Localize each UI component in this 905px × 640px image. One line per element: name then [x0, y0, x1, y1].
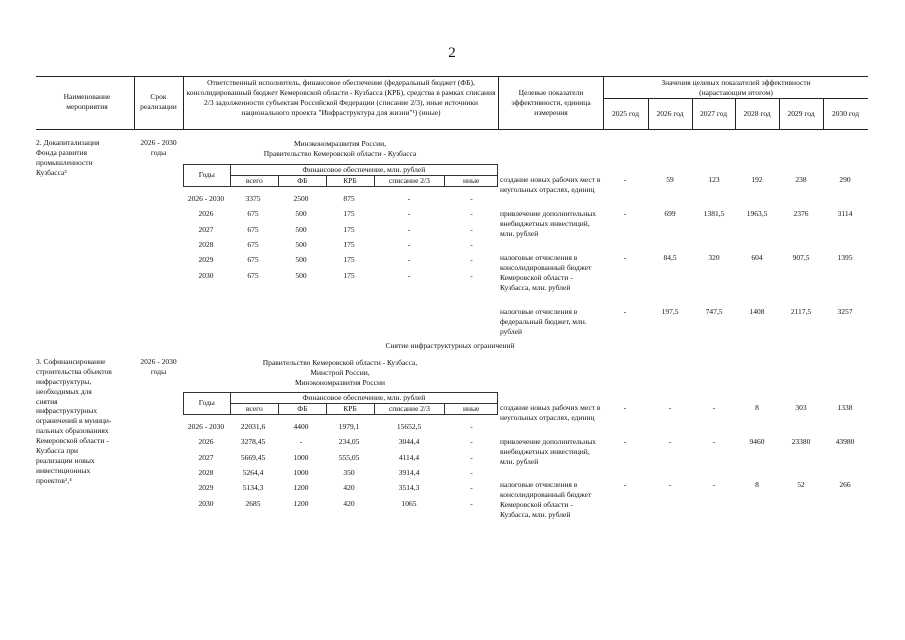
indicator-value: -	[668, 480, 672, 489]
indicator-name: создание новых рабочих мест в неугольных отраслях, единиц	[500, 175, 601, 194]
indicator-value: 23380	[791, 437, 811, 446]
fin-col-header: списание 2/3	[374, 403, 445, 414]
fin-col-header: всего	[230, 403, 278, 414]
indicator-value: 1408	[749, 307, 765, 316]
fin-cell: 350	[343, 467, 355, 477]
section2-name: 3. Софинансирование строительства объектов инфраструктуры, необходимых для снятия инфраструктурных ограничений в муници-пальных образованиях Кемеровской области - Кузбасса при реализации новых инвестиционных проектов¹,⁴	[36, 357, 112, 485]
indicator-name: создание новых рабочих мест в неугольных отраслях, единиц	[500, 403, 601, 422]
indicator-value: 907,5	[792, 253, 810, 262]
fin-cell: 2030	[198, 270, 214, 280]
fin-cell: -	[407, 255, 411, 265]
indicator-value: 604	[751, 253, 763, 262]
indicator-value: 123	[708, 175, 720, 184]
section2-period: 2026 - 2030 годы	[140, 357, 177, 376]
year-header-5: 2030 год	[831, 109, 860, 118]
indicator-value: 52	[797, 480, 805, 489]
fin-cell: -	[470, 239, 473, 249]
fin-cell: 500	[295, 239, 307, 249]
indicator-value: -	[668, 437, 672, 446]
fin-cell: 2026	[198, 209, 214, 219]
section-title: Снятие инфраструктурных ограничений	[385, 341, 515, 350]
fin-cell: -	[407, 209, 411, 219]
indicator-value: 238	[795, 175, 807, 184]
fin-cell: 2029	[198, 255, 214, 265]
fin-cell: 1065	[401, 498, 417, 508]
fin-cell: 555,05	[338, 452, 360, 462]
fin-col-header: иные	[445, 175, 498, 186]
indicator-value: 43980	[835, 437, 855, 446]
year-header-3: 2028 год	[743, 109, 771, 118]
indicator-value: 8	[755, 403, 759, 412]
fin-cell: -	[470, 452, 473, 462]
fin-cell: 5134,3	[242, 483, 264, 493]
fin-col-header: ФБ	[279, 403, 326, 414]
indicator-value: 1395	[837, 253, 853, 262]
fin-cell: -	[407, 239, 411, 249]
fin-cell: 500	[295, 209, 307, 219]
fin-cell: 5264,4	[242, 467, 264, 477]
fin-cell: 1979,1	[338, 422, 360, 431]
page-number: 2	[448, 45, 456, 61]
fin-cell: 1200	[293, 483, 309, 493]
fin-cell: 234,05	[338, 437, 360, 447]
indicator-value: 1381,5	[703, 209, 725, 218]
indicator-value: 84,5	[663, 253, 677, 262]
indicator-value: 192	[751, 175, 763, 184]
section1-fin-table	[183, 164, 498, 187]
indicator-value: 290	[839, 175, 851, 184]
indicator-name: налоговые отчисления в консолидированный бюджет Кемеровской области - Кузбасса, млн. рублей	[500, 253, 592, 292]
fin-cell: 175	[343, 224, 355, 234]
section1-period: 2026 - 2030 годы	[140, 138, 177, 157]
fin-cell: 2027	[198, 224, 214, 234]
fin-cell: 3514,3	[398, 483, 420, 493]
fin-cell: 1000	[293, 452, 309, 462]
fin-cell: -	[470, 422, 473, 431]
header-measure-name: Наименование мероприятия	[63, 92, 111, 111]
header-bottom-rule	[36, 129, 868, 130]
fin-col-header: иные	[445, 403, 498, 414]
fin-col-header: всего	[230, 175, 278, 186]
section1-name: 2. Докапитализация Фонда развития промышленности Кузбасса³	[36, 138, 100, 177]
fin-title-header: Финансовое обеспечение, млн. рублей	[230, 393, 497, 404]
fin-cell: 1200	[293, 498, 309, 508]
fin-cell: 675	[247, 270, 259, 280]
fin-col-header: КРБ	[326, 403, 374, 414]
fin-cell: -	[299, 437, 303, 447]
fin-cell: -	[470, 255, 473, 265]
fin-cell: 675	[247, 239, 259, 249]
indicator-value: -	[623, 209, 627, 218]
fin-cell: -	[470, 209, 473, 219]
year-header-1: 2026 год	[656, 109, 684, 118]
fin-cell: 2028	[198, 467, 214, 477]
indicator-value: 9460	[749, 437, 765, 446]
year-header-0: 2025 год	[611, 109, 640, 118]
fin-cell: 2027	[198, 452, 214, 462]
fin-cell: 675	[247, 255, 259, 265]
fin-col-header: КРБ	[326, 175, 374, 186]
fin-cell: 675	[247, 224, 259, 234]
indicator-value: 3114	[837, 209, 853, 218]
indicator-value: 8	[755, 480, 759, 489]
fin-cell: 875	[343, 194, 355, 203]
fin-cell: 4114,4	[398, 452, 420, 462]
fin-cell: -	[470, 437, 473, 447]
header-period: Срок реализации	[140, 92, 177, 111]
fin-cell: -	[470, 224, 473, 234]
fin-cell: -	[407, 270, 411, 280]
indicator-value: -	[623, 403, 627, 412]
fin-cell: 500	[295, 270, 307, 280]
section2-fin-table	[183, 392, 498, 415]
fin-cell: 2026	[198, 437, 214, 447]
indicator-value: 320	[708, 253, 720, 262]
indicator-value: -	[623, 253, 627, 262]
fin-cell: 4400	[293, 422, 309, 431]
fin-cell: 500	[295, 224, 307, 234]
indicator-value: -	[668, 403, 672, 412]
fin-cell: -	[470, 498, 473, 508]
fin-cell: -	[470, 467, 473, 477]
indicator-value: 1338	[837, 403, 853, 412]
fin-cell: 2029	[198, 483, 214, 493]
fin-cell: -	[470, 483, 473, 493]
fin-title-header: Финансовое обеспечение, млн. рублей	[230, 165, 497, 176]
fin-cell: -	[407, 224, 411, 234]
fin-cell: -	[470, 270, 473, 280]
indicator-name: налоговые отчисления в консолидированный бюджет Кемеровской области - Кузбасса, млн. рублей	[500, 480, 592, 519]
fin-cell: 2026 - 2030	[187, 422, 225, 431]
indicator-value: -	[712, 437, 716, 446]
fin-cell: -	[407, 194, 411, 203]
indicator-value: 59	[666, 175, 674, 184]
fin-cell: -	[470, 194, 473, 203]
fin-cell: 15652,5	[396, 422, 422, 431]
indicator-value: -	[623, 437, 627, 446]
section1-executor: Минэкономразвития России, Правительство Кемеровской области - Кузбасса	[263, 139, 417, 158]
fin-cell: 500	[295, 255, 307, 265]
indicator-name: привлечение дополнительных внебюджетных инвестиций, млн. рублей	[500, 437, 597, 466]
indicator-value: -	[623, 307, 627, 316]
fin-cell: 5669,45	[240, 452, 266, 462]
fin-years-header: Годы	[184, 393, 231, 415]
fin-cell: 2500	[293, 194, 309, 203]
header-executor: Ответственный исполнитель, финансовое обеспечение (федеральный бюджет (ФБ), консолидированный бюджет Кемеровской области - Кузбасса (КРБ), средства в рамках списания 2/3 задолженности субъектам Российской Федерации (списание 2/3), иные источники национального проекта "Инфраструктура для жизни"¹) (иные)	[186, 78, 496, 117]
section2-executor: Правительство Кемеровской области - Кузбасса, Минстрой России, Минэкономразвития России	[262, 358, 418, 387]
fin-cell: 420	[343, 498, 355, 508]
indicator-value: 2117,5	[790, 307, 812, 316]
header-values: Значения целевых показателей эффективности (нарастающим итогом)	[661, 78, 811, 97]
fin-cell: 1000	[293, 467, 309, 477]
indicator-value: 747,5	[705, 307, 723, 316]
year-header-2: 2027 год	[699, 109, 728, 118]
fin-col-header: списание 2/3	[374, 175, 445, 186]
fin-cell: 2026 - 2030	[187, 194, 225, 203]
fin-cell: 3375	[245, 194, 261, 203]
fin-cell: 175	[343, 270, 355, 280]
indicator-value: 303	[795, 403, 807, 412]
fin-cell: 175	[343, 255, 355, 265]
fin-cell: 2028	[198, 239, 214, 249]
indicator-value: 699	[664, 209, 676, 218]
header-indicators: Целевые показатели эффективности, единица измерения	[511, 88, 591, 117]
indicator-name: налоговые отчисления в федеральный бюджет, млн. рублей	[500, 307, 587, 336]
header-top-rule	[36, 76, 868, 77]
fin-cell: 2030	[198, 498, 214, 508]
fin-cell: 3914,4	[398, 467, 420, 477]
indicator-name: привлечение дополнительных внебюджетных инвестиций, млн. рублей	[500, 209, 597, 238]
fin-cell: 2685	[245, 498, 261, 508]
fin-cell: 175	[343, 209, 355, 219]
fin-cell: 675	[247, 209, 259, 219]
indicator-value: 1963,5	[746, 209, 768, 218]
indicator-value: -	[623, 175, 627, 184]
fin-cell: 22031,6	[240, 422, 266, 431]
indicator-value: -	[623, 480, 627, 489]
year-header-4: 2029 год	[787, 109, 815, 118]
indicator-value: 2376	[793, 209, 809, 218]
fin-years-header: Годы	[184, 165, 231, 187]
fin-cell: 3278,45	[240, 437, 266, 447]
indicator-value: 197,5	[661, 307, 679, 316]
indicator-value: 3257	[837, 307, 853, 316]
fin-cell: 420	[343, 483, 355, 493]
fin-cell: 3044,4	[398, 437, 420, 447]
indicator-value: 266	[839, 480, 851, 489]
fin-cell: 175	[343, 239, 355, 249]
fin-col-header: ФБ	[279, 175, 326, 186]
indicator-value: -	[712, 480, 716, 489]
indicator-value: -	[712, 403, 716, 412]
